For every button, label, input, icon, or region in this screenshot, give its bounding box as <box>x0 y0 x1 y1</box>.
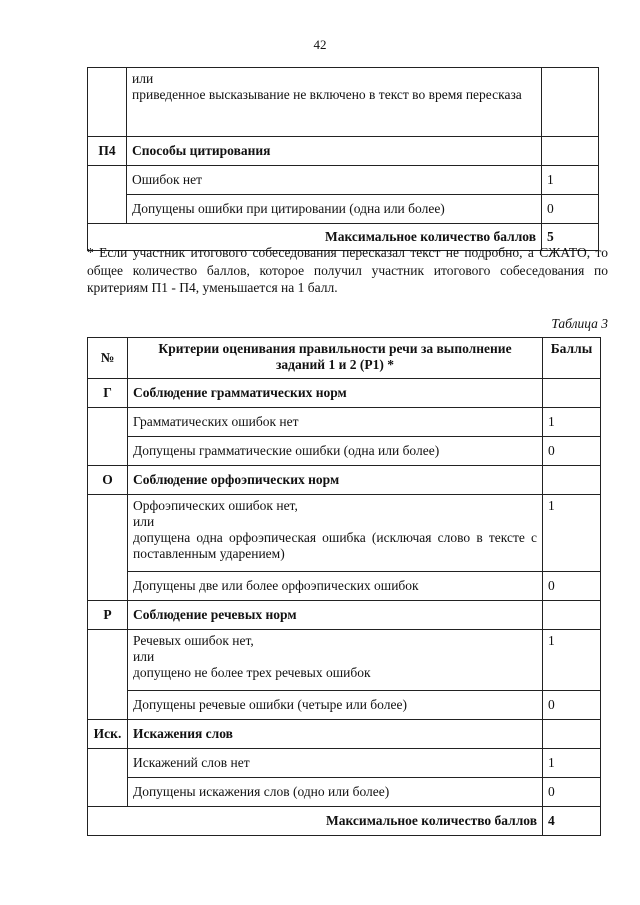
row-score: 1 <box>542 166 599 195</box>
header-criteria: Критерии оценивания правильности речи за выполнение заданий 1 и 2 (Р1) * <box>128 338 543 379</box>
criterion-header-row <box>88 601 601 630</box>
table-row <box>88 778 601 807</box>
row-line: Орфоэпических ошибок нет, <box>133 498 298 513</box>
header-num: № <box>88 338 128 379</box>
row-line: Речевых ошибок нет, <box>133 633 254 648</box>
empty-cell <box>88 68 127 137</box>
empty-cell <box>542 137 599 166</box>
empty-cell <box>88 408 128 466</box>
header-row <box>88 338 601 379</box>
continuation-or: или <box>132 71 154 86</box>
table-row <box>88 166 599 195</box>
criterion-title: Соблюдение грамматических норм <box>128 379 543 408</box>
empty-cell <box>88 749 128 807</box>
row-text: Искажений слов нет <box>128 749 543 778</box>
empty-cell <box>543 720 601 749</box>
total-label: Максимальное количество баллов <box>88 224 542 251</box>
row-score: 0 <box>543 778 601 807</box>
continuation-cell <box>127 68 542 137</box>
row-text: Ошибок нет <box>127 166 542 195</box>
criterion-title: Соблюдение орфоэпических норм <box>128 466 543 495</box>
criteria-table-continued <box>87 67 599 251</box>
empty-cell <box>88 166 127 224</box>
table-row <box>88 68 599 137</box>
row-text: Допущены искажения слов (одно или более) <box>128 778 543 807</box>
total-label: Максимальное количество баллов <box>88 807 543 836</box>
criterion-title: Соблюдение речевых норм <box>128 601 543 630</box>
row-score: 0 <box>543 437 601 466</box>
criterion-header-row <box>88 720 601 749</box>
criterion-title: Искажения слов <box>128 720 543 749</box>
total-row <box>88 807 601 836</box>
header-score: Баллы <box>543 338 601 379</box>
criterion-code: О <box>88 466 128 495</box>
table-row <box>88 495 601 572</box>
row-score: 1 <box>543 749 601 778</box>
table-caption: Таблица 3 <box>551 316 608 331</box>
continuation-text: приведенное высказывание не включено в текст во время пересказа <box>132 87 522 102</box>
row-line: или <box>133 649 155 664</box>
criterion-code: П4 <box>88 137 127 166</box>
row-text: Допущены грамматические ошибки (одна или более) <box>128 437 543 466</box>
row-line: допущено не более трех речевых ошибок <box>133 665 371 680</box>
table-row <box>88 691 601 720</box>
criterion-title: Способы цитирования <box>127 137 542 166</box>
total-value: 4 <box>543 807 601 836</box>
table-row <box>88 437 601 466</box>
empty-cell <box>543 601 601 630</box>
footnote: * Если участник итогового собеседования пересказал текст не подробно, а СЖАТО, то общее количество баллов, которое получил участник итогового собеседования по критериям П1 - П4, уменьшается на 1 балл. <box>87 245 608 295</box>
empty-cell <box>88 495 128 601</box>
criterion-code: Г <box>88 379 128 408</box>
row-score: 1 <box>543 495 601 572</box>
table-row <box>88 408 601 437</box>
total-value: 5 <box>542 224 599 251</box>
table-row <box>88 630 601 691</box>
criterion-header-row <box>88 137 599 166</box>
row-text: Допущены две или более орфоэпических ошибок <box>128 572 543 601</box>
row-score: 1 <box>543 408 601 437</box>
table-row <box>88 195 599 224</box>
empty-cell <box>88 630 128 720</box>
row-text <box>128 495 543 572</box>
table-row <box>88 572 601 601</box>
speech-criteria-table <box>87 337 601 836</box>
table-row <box>88 749 601 778</box>
criterion-code: Р <box>88 601 128 630</box>
page-number: 42 <box>313 37 327 52</box>
row-line: или <box>133 514 155 529</box>
row-score: 1 <box>543 630 601 691</box>
row-text <box>128 630 543 691</box>
criterion-code: Иск. <box>88 720 128 749</box>
criterion-header-row <box>88 379 601 408</box>
empty-cell <box>543 379 601 408</box>
row-line: допущена одна орфоэпическая ошибка (исключая слово в тексте с поставленным ударением) <box>133 530 537 561</box>
empty-cell <box>542 68 599 137</box>
row-text: Грамматических ошибок нет <box>128 408 543 437</box>
row-score: 0 <box>543 572 601 601</box>
criterion-header-row <box>88 466 601 495</box>
row-text: Допущены ошибки при цитировании (одна или более) <box>127 195 542 224</box>
row-text: Допущены речевые ошибки (четыре или более) <box>128 691 543 720</box>
empty-cell <box>543 466 601 495</box>
row-score: 0 <box>542 195 599 224</box>
row-score: 0 <box>543 691 601 720</box>
